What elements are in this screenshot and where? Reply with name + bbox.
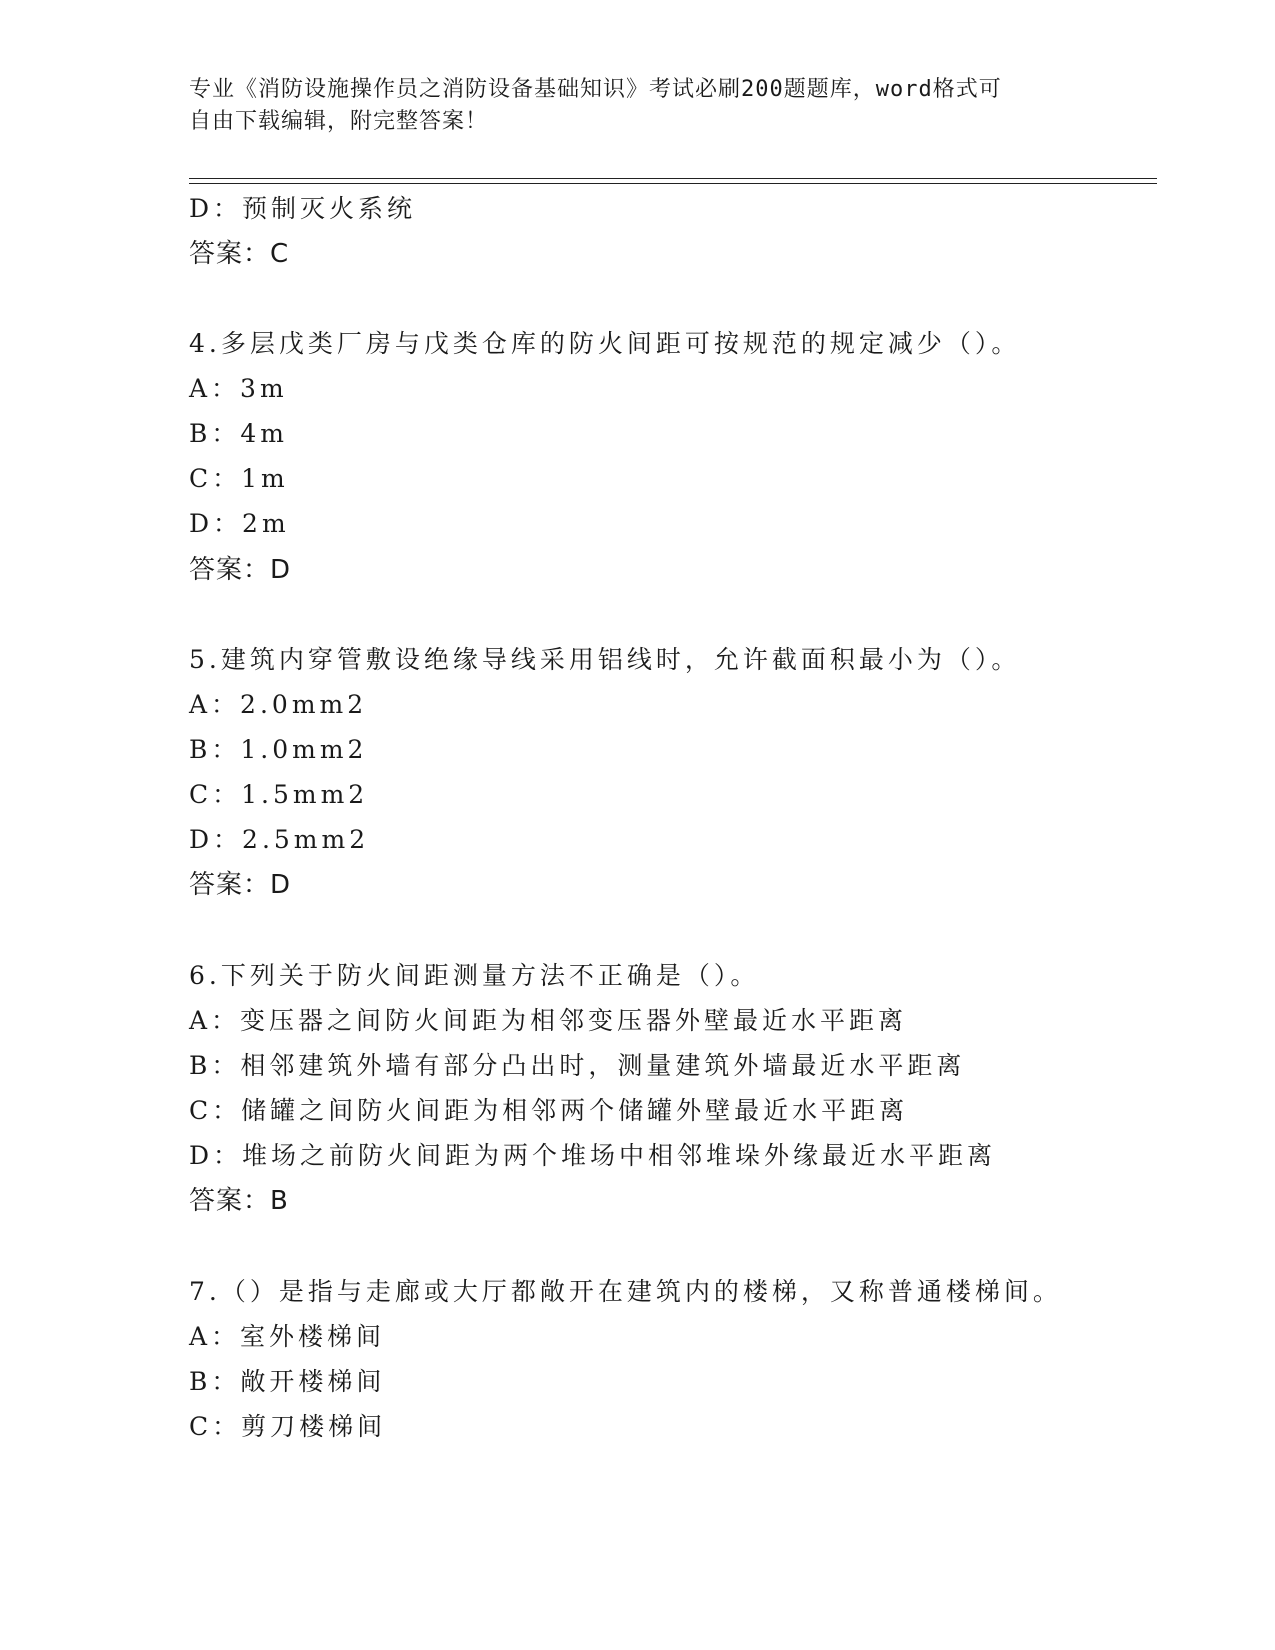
q5-option-b: B：1.0mm2	[189, 735, 368, 764]
q4-stem: 4.多层戊类厂房与戊类仓库的防火间距可按规范的规定减少（）。	[189, 329, 1021, 358]
q4-option-d: D：2m	[189, 509, 290, 538]
q7-option-c: C：剪刀楼梯间	[189, 1412, 387, 1441]
header-line-1: 专业《消防设施操作员之消防设备基础知识》考试必刷200题题库，word格式可	[189, 77, 1002, 102]
header-line-2: 自由下载编辑，附完整答案！	[189, 109, 489, 134]
q4-option-c: C：1m	[189, 464, 289, 493]
document-header	[189, 74, 1089, 138]
q5-option-d: D：2.5mm2	[189, 825, 370, 854]
q7-stem: 7.（）是指与走廊或大厅都敞开在建筑内的楼梯，又称普通楼梯间。	[189, 1277, 1062, 1306]
q3-option-d: D：预制灭火系统	[189, 194, 417, 223]
q6-option-b: B：相邻建筑外墙有部分凸出时，测量建筑外墙最近水平距离	[189, 1051, 966, 1080]
q3-answer: 答案：C	[189, 239, 290, 269]
q5-option-c: C：1.5mm2	[189, 780, 369, 809]
header-divider-bottom	[189, 183, 1157, 184]
q4-answer: 答案：D	[189, 555, 292, 585]
q5-stem: 5.建筑内穿管敷设绝缘导线采用铝线时，允许截面积最小为（）。	[189, 645, 1021, 674]
q7-option-b: B：敞开楼梯间	[189, 1367, 386, 1396]
q6-option-a: A：变压器之间防火间距为相邻变压器外壁最近水平距离	[189, 1006, 908, 1035]
header-divider-top	[189, 178, 1157, 179]
q5-answer: 答案：D	[189, 870, 292, 900]
q5-option-a: A：2.0mm2	[189, 690, 368, 719]
q4-option-b: B：4m	[189, 419, 288, 448]
q6-stem: 6.下列关于防火间距测量方法不正确是（）。	[189, 961, 760, 990]
q6-option-d: D：堆场之前防火间距为两个堆场中相邻堆垛外缘最近水平距离	[189, 1141, 997, 1170]
q6-answer: 答案：B	[189, 1186, 289, 1216]
q6-option-c: C：储罐之间防火间距为相邻两个储罐外壁最近水平距离	[189, 1096, 909, 1125]
q7-option-a: A：室外楼梯间	[189, 1322, 386, 1351]
q4-option-a: A：3m	[189, 374, 288, 403]
